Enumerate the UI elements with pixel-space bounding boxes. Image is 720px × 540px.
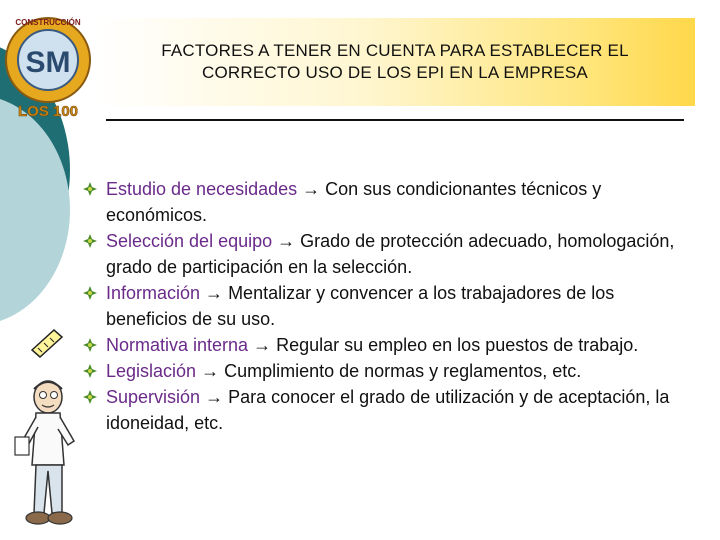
item-keyword: Información — [106, 283, 201, 303]
logo-letters: SM — [25, 46, 71, 79]
item-text: Regular su empleo en los puestos de trabajo. — [276, 335, 639, 355]
item-arrow: → — [200, 387, 229, 407]
item-text: Con sus condicionantes técnicos y económicos. — [106, 179, 602, 225]
list-item — [82, 176, 697, 228]
item-text: Para conocer el grado de utilización y de aceptación, la idoneidad, etc. — [106, 387, 670, 433]
title-banner — [95, 18, 695, 106]
leaf-bullet-icon — [82, 285, 98, 301]
item-text: Mentalizar y convencer a los trabajadores de los beneficios de su uso. — [106, 283, 615, 329]
item-keyword: Normativa interna — [106, 335, 249, 355]
company-logo — [0, 0, 100, 130]
title-underline — [106, 119, 684, 121]
item-keyword: Supervisión — [106, 387, 201, 407]
list-item — [82, 228, 697, 280]
title-line-1: FACTORES A TENER EN CUENTA PARA ESTABLECER EL — [161, 41, 629, 60]
title-line-2: CORRECTO USO DE LOS EPI EN LA EMPRESA — [202, 63, 588, 82]
item-arrow: → — [248, 335, 277, 355]
leaf-bullet-icon — [82, 337, 98, 353]
list-item — [82, 358, 697, 384]
cartoon-character-illustration — [10, 375, 92, 535]
ruler-icon — [30, 328, 64, 358]
item-keyword: Selección del equipo — [106, 231, 273, 251]
logo-bottom-text: LOS 100 — [17, 103, 79, 120]
list-item — [82, 332, 697, 358]
item-text: Cumplimiento de normas y reglamentos, etc. — [224, 361, 582, 381]
item-arrow: → — [297, 179, 326, 199]
item-arrow: → — [200, 283, 229, 303]
item-keyword: Estudio de necesidades — [106, 179, 298, 199]
leaf-bullet-icon — [82, 233, 98, 249]
factors-list — [82, 176, 697, 436]
item-arrow: → — [272, 231, 301, 251]
item-arrow: → — [196, 361, 225, 381]
logo-top-text: CONSTRUCCIÓN — [15, 18, 81, 27]
list-item — [82, 384, 697, 436]
list-item — [82, 280, 697, 332]
item-text: Grado de protección adecuado, homologación, grado de participación en la selección. — [106, 231, 675, 277]
item-keyword: Legislación — [106, 361, 197, 381]
leaf-bullet-icon — [82, 181, 98, 197]
